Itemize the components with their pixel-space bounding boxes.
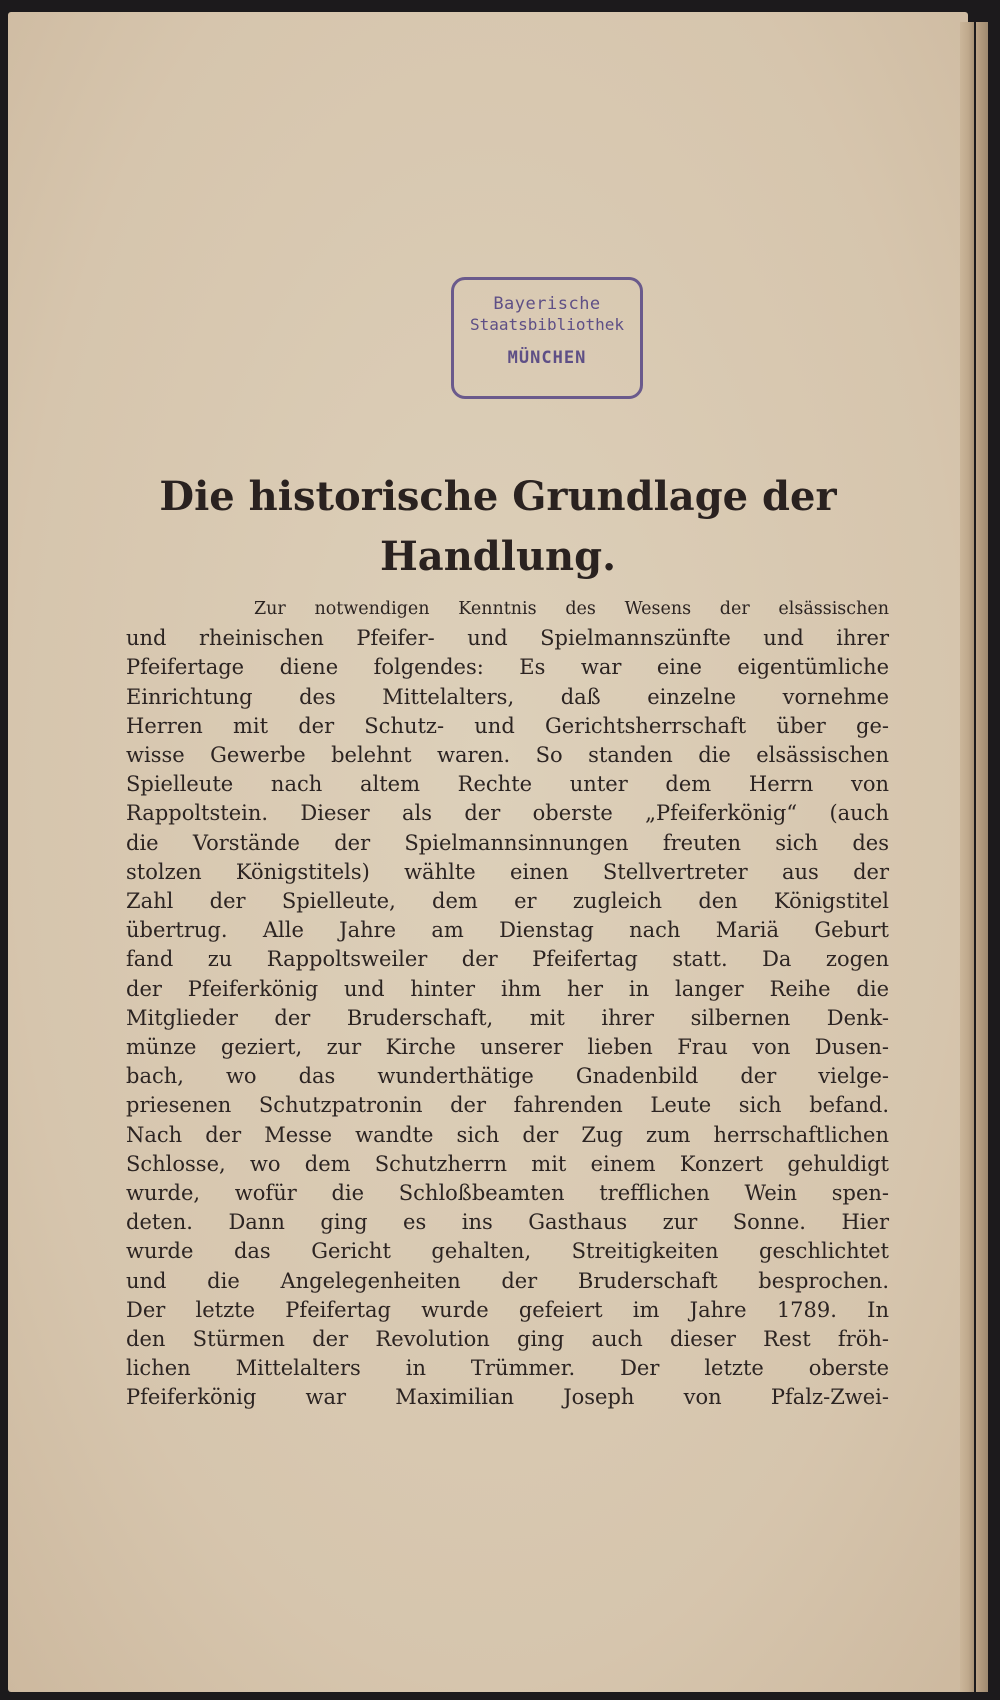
- text-line: Pfeifertage diene folgendes: Es war eine eigentümliche: [126, 655, 889, 680]
- text-line: übertrug. Alle Jahre am Dienstag nach Mariä Geburt: [126, 918, 889, 943]
- text-line: Schlosse, wo dem Schutzherrn mit einem Konzert gehuldigt: [126, 1151, 889, 1176]
- text-line: Herren mit der Schutz- und Gerichtsherrschaft über ge-: [126, 713, 889, 738]
- text-line: deten. Dann ging es ins Gasthaus zur Sonne. Hier: [126, 1210, 889, 1235]
- text-line: bach, wo das wunderthätige Gnadenbild der vielge-: [126, 1064, 889, 1089]
- stamp-line-2: Staatsbibliothek: [469, 315, 625, 334]
- text-line: die Vorstände der Spielmannsinnungen freuten sich des: [126, 830, 889, 855]
- text-line: den Stürmen der Revolution ging auch dieser Rest fröh-: [126, 1327, 889, 1352]
- text-line: Pfeiferkönig war Maximilian Joseph von Pfalz-Zwei-: [126, 1385, 889, 1410]
- heading-line-1: Die historische Grundlage der: [159, 473, 837, 520]
- text-line: wisse Gewerbe belehnt waren. So standen die elsässischen: [126, 743, 889, 768]
- page-edge: [960, 22, 974, 1692]
- text-line: der Pfeiferkönig und hinter ihm her in langer Reihe die: [126, 976, 889, 1001]
- text-line: münze geziert, zur Kirche unserer lieben Frau von Dusen-: [126, 1035, 889, 1060]
- heading-line-2: Handlung.: [379, 533, 616, 580]
- book-page: [8, 12, 968, 1692]
- stamp-line-3: MÜNCHEN: [507, 348, 587, 368]
- text-line: Zur notwendigen Kenntnis des Wesens der elsässischen: [254, 599, 889, 619]
- text-line: Rappoltstein. Dieser als der oberste „Pfeiferkönig“ (auch: [126, 801, 889, 826]
- text-line: und die Angelegenheiten der Bruderschaft besprochen.: [126, 1268, 889, 1293]
- text-line: Mitglieder der Bruderschaft, mit ihrer silbernen Denk-: [126, 1005, 889, 1030]
- text-line: Zahl der Spielleute, dem er zugleich den Königstitel: [126, 889, 889, 914]
- page-heading: [128, 467, 868, 587]
- text-line: stolzen Königstitels) wählte einen Stellvertreter aus der: [126, 859, 889, 884]
- text-line: lichen Mittelalters in Trümmer. Der letzte oberste: [126, 1356, 889, 1381]
- library-stamp: [451, 277, 643, 399]
- text-line: wurde das Gericht gehalten, Streitigkeiten geschlichtet: [126, 1239, 889, 1264]
- stamp-line-1: Bayerische: [493, 294, 601, 314]
- text-line: Spielleute nach altem Rechte unter dem Herrn von: [126, 772, 889, 797]
- text-line: wurde, wofür die Schloßbeamten trefflichen Wein spen-: [126, 1181, 889, 1206]
- page-edge-back: [976, 22, 988, 1692]
- text-line: fand zu Rappoltsweiler der Pfeifertag statt. Da zogen: [126, 947, 889, 972]
- text-line: priesenen Schutzpatronin der fahrenden Leute sich befand.: [126, 1093, 889, 1118]
- text-line: Der letzte Pfeifertag wurde gefeiert im Jahre 1789. In: [126, 1297, 889, 1322]
- text-line: und rheinischen Pfeifer- und Spielmannszünfte und ihrer: [126, 626, 889, 651]
- text-line: Nach der Messe wandte sich der Zug zum herrschaftlichen: [126, 1122, 889, 1147]
- body-paragraph: [126, 595, 889, 1413]
- text-line: Einrichtung des Mittelalters, daß einzelne vornehme: [126, 684, 889, 709]
